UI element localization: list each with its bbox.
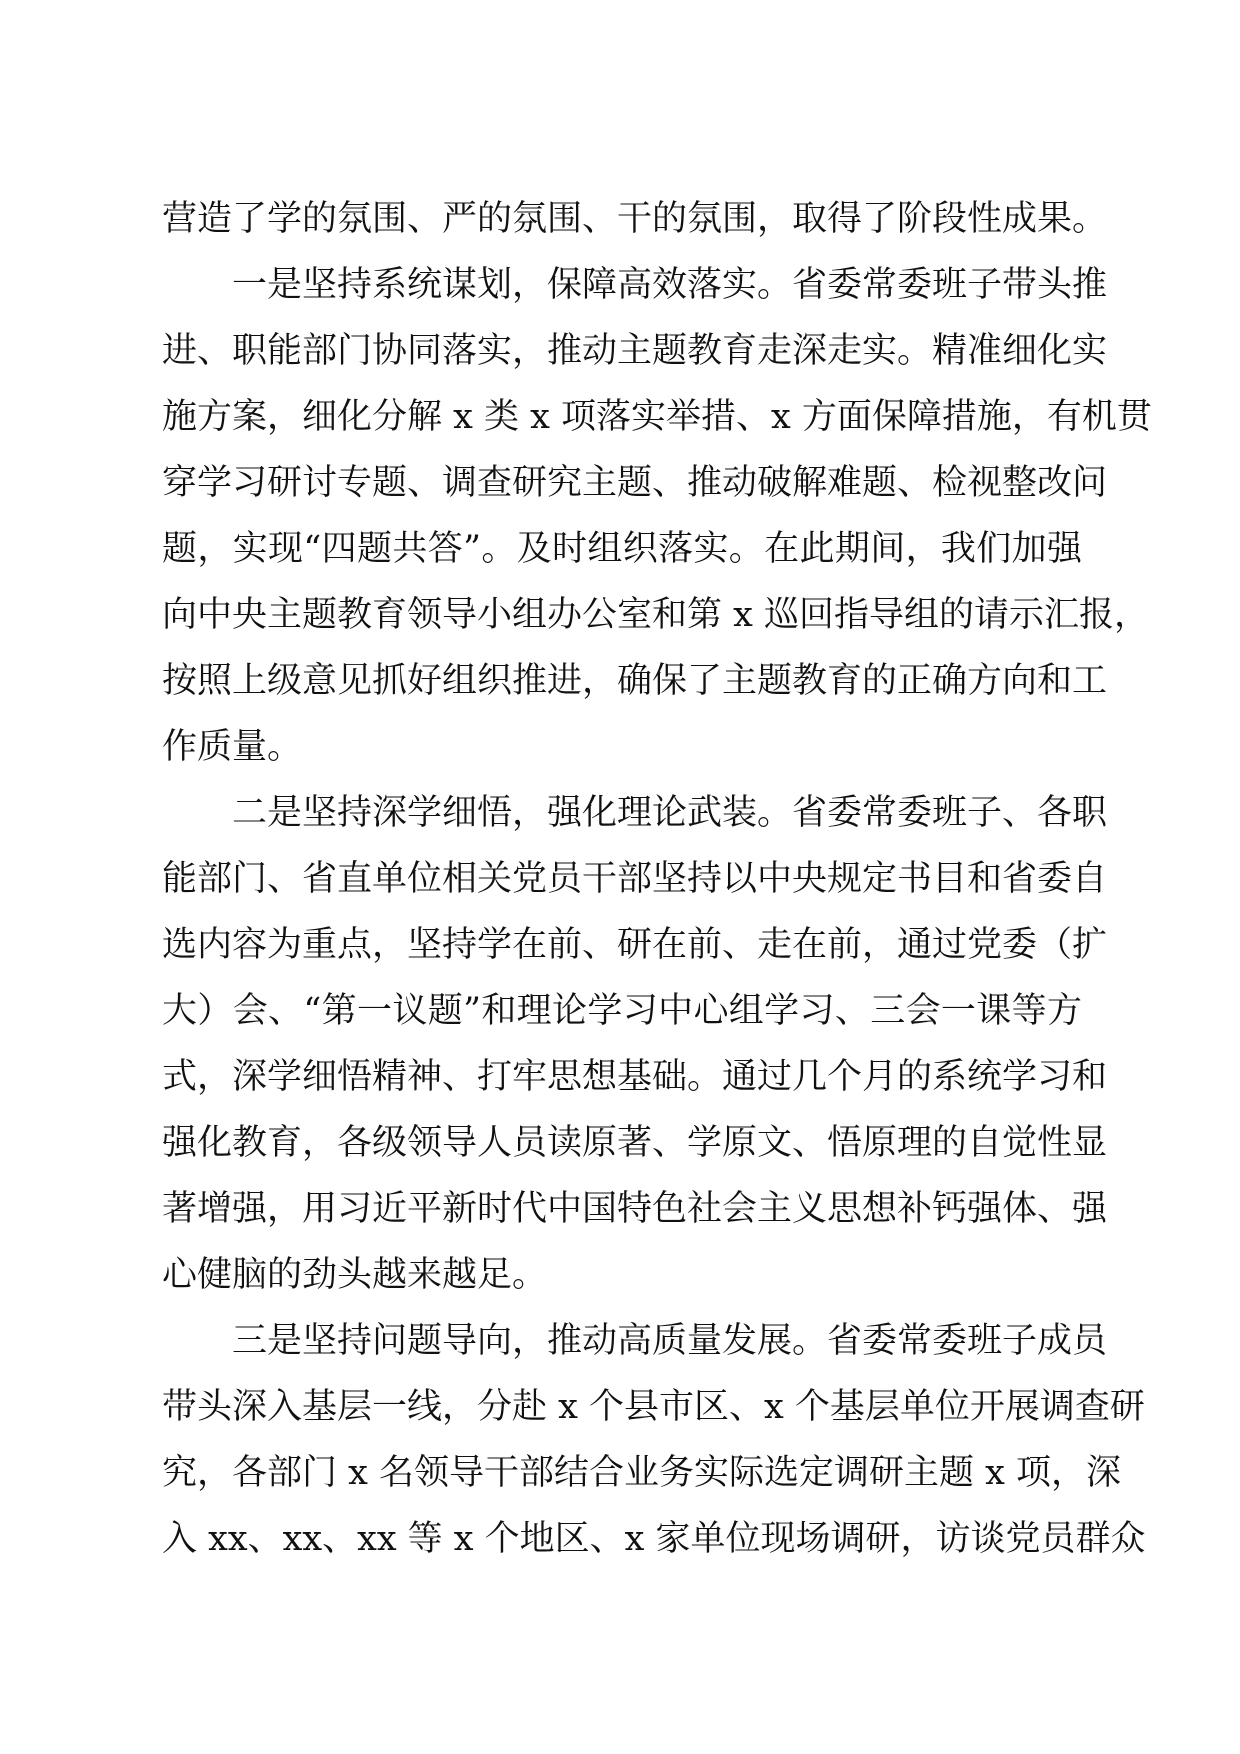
text-line: 究，各部门 x 名领导干部结合业务实际选定调研主题 x 项，深 xyxy=(162,1453,1121,1493)
text-line: 穿学习研讨专题、调查研究主题、推动破解难题、检视整改问 xyxy=(162,463,1108,503)
body-text xyxy=(162,186,1152,1572)
text-line: 强化教育，各级领导人员读原著、学原文、悟原理的自觉性显 xyxy=(162,1123,1108,1163)
text-line: 营造了学的氛围、严的氛围、干的氛围，取得了阶段性成果。 xyxy=(162,199,1108,239)
text-line: 著增强，用习近平新时代中国特色社会主义思想补钙强体、强 xyxy=(162,1189,1108,1229)
text-line: 带头深入基层一线，分赴 x 个县市区、x 个基层单位开展调查研 xyxy=(162,1387,1145,1427)
text-line: 进、职能部门协同落实，推动主题教育走深走实。精准细化实 xyxy=(162,331,1108,371)
text-line: 向中央主题教育领导小组办公室和第 x 巡回指导组的请示汇报， xyxy=(162,595,1149,635)
text-line: 选内容为重点，坚持学在前、研在前、走在前，通过党委（扩 xyxy=(162,925,1108,965)
text-line: 施方案，细化分解 x 类 x 项落实举措、x 方面保障措施，有机贯 xyxy=(162,397,1152,437)
paragraph-2-first-line: 二是坚持深学细悟，强化理论武装。省委常委班子、各职 xyxy=(232,793,1108,833)
paragraph-2-last-line: 心健脑的劲头越来越足。 xyxy=(162,1255,548,1295)
text-line: 式，深学细悟精神、打牢思想基础。通过几个月的系统学习和 xyxy=(162,1057,1108,1097)
text-line: 按照上级意见抓好组织推进，确保了主题教育的正确方向和工 xyxy=(162,661,1108,701)
paragraph-3-first-line: 三是坚持问题导向，推动高质量发展。省委常委班子成员 xyxy=(232,1321,1108,1361)
paragraph-1-last-line: 作质量。 xyxy=(162,727,303,767)
text-line: 大）会、“第一议题”和理论学习中心组学习、三会一课等方 xyxy=(162,991,1082,1031)
text-line: 题，实现“四题共答”。及时组织落实。在此期间，我们加强 xyxy=(162,529,1082,569)
text-line: 入 xx、xx、xx 等 x 个地区、x 家单位现场调研，访谈党员群众 xyxy=(162,1519,1146,1559)
text-line: 能部门、省直单位相关党员干部坚持以中央规定书目和省委自 xyxy=(162,859,1108,899)
paragraph-1-first-line: 一是坚持系统谋划，保障高效落实。省委常委班子带头推 xyxy=(232,265,1108,305)
